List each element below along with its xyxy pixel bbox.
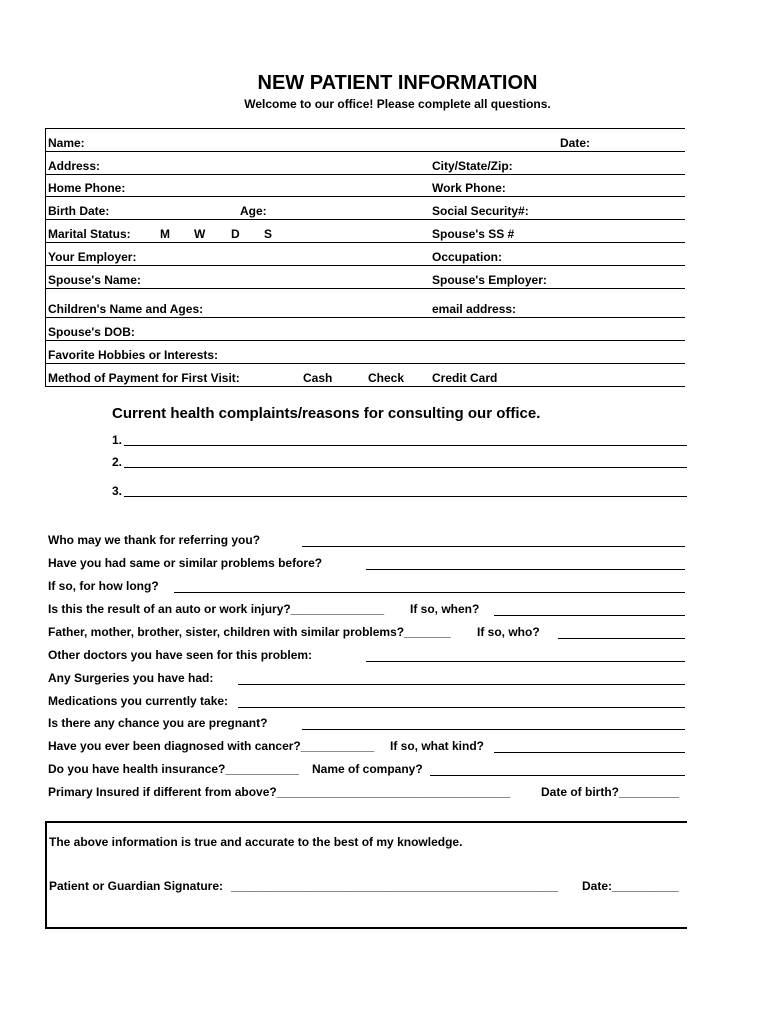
hobbies-label: Favorite Hobbies or Interests: <box>48 348 219 362</box>
if-so-when-answer-line[interactable] <box>494 615 685 616</box>
how-long-answer-line[interactable] <box>174 592 685 593</box>
similar-problems-answer-line[interactable] <box>366 569 685 570</box>
email-label: email address: <box>432 302 517 316</box>
signature-label: Patient or Guardian Signature: <box>49 879 224 893</box>
surgeries-answer-line[interactable] <box>238 684 685 685</box>
marital-option-m[interactable]: M <box>160 227 170 241</box>
date-label: Date: <box>560 136 591 150</box>
if-so-who-answer-line[interactable] <box>558 638 685 639</box>
accuracy-statement: The above information is true and accurate to the best of my knowledge. <box>49 835 463 849</box>
table-top-border <box>45 128 685 129</box>
payment-option-cash[interactable]: Cash <box>303 371 333 385</box>
spouse-dob-field-line[interactable] <box>45 340 685 341</box>
page-title: NEW PATIENT INFORMATION <box>257 72 538 94</box>
if-so-when-question: If so, when? <box>410 602 480 616</box>
marital-option-d[interactable]: D <box>231 227 240 241</box>
date-of-birth-question: Date of birth?_________ <box>541 785 680 799</box>
spouse-ss-label: Spouse's SS # <box>432 227 515 241</box>
signature-field[interactable]: _________________________________________________ <box>231 879 559 893</box>
birth-field-line[interactable] <box>45 219 685 220</box>
city-state-zip-label: City/State/Zip: <box>432 159 513 173</box>
complaint-number-1: 1. <box>112 433 123 447</box>
children-field-line[interactable] <box>45 317 685 318</box>
employer-field-line[interactable] <box>45 265 685 266</box>
complaint-line-2[interactable] <box>124 467 687 468</box>
hobbies-field-line[interactable] <box>45 363 685 364</box>
family-similar-question: Father, mother, brother, sister, children with similar problems?_______ <box>48 625 451 639</box>
company-question: Name of company? <box>312 762 423 776</box>
auto-injury-question: Is this the result of an auto or work injury?______________ <box>48 602 385 616</box>
insurance-question: Do you have health insurance?___________ <box>48 762 299 776</box>
payment-option-check[interactable]: Check <box>368 371 405 385</box>
your-employer-label: Your Employer: <box>48 250 137 264</box>
birth-date-label: Birth Date: <box>48 204 110 218</box>
occupation-label: Occupation: <box>432 250 503 264</box>
table-left-border <box>45 128 46 387</box>
payment-method-label: Method of Payment for First Visit: <box>48 371 240 385</box>
address-label: Address: <box>48 159 101 173</box>
age-label: Age: <box>240 204 267 218</box>
work-phone-label: Work Phone: <box>432 181 506 195</box>
name-label: Name: <box>48 136 85 150</box>
what-kind-question: If so, what kind? <box>390 739 485 753</box>
referral-answer-line[interactable] <box>302 546 685 547</box>
signature-date-field[interactable]: Date:__________ <box>582 879 679 893</box>
primary-insured-question: Primary Insured if different from above?___________________________________ <box>48 785 511 799</box>
social-security-label: Social Security#: <box>432 204 529 218</box>
marital-field-line[interactable] <box>45 242 685 243</box>
what-kind-answer-line[interactable] <box>494 752 685 753</box>
pregnant-question: Is there any chance you are pregnant? <box>48 716 268 730</box>
other-doctors-question: Other doctors you have seen for this problem: <box>48 648 313 662</box>
spouse-employer-label: Spouse's Employer: <box>432 273 547 287</box>
complaint-number-2: 2. <box>112 455 123 469</box>
complaint-number-3: 3. <box>112 484 123 498</box>
name-field-line[interactable] <box>45 151 685 152</box>
referral-question: Who may we thank for referring you? <box>48 533 261 547</box>
spouse-name-field-line[interactable] <box>45 288 685 289</box>
similar-problems-question: Have you had same or similar problems before? <box>48 556 323 570</box>
medications-question: Medications you currently take: <box>48 694 229 708</box>
medications-answer-line[interactable] <box>238 707 685 708</box>
table-bottom-border <box>45 386 685 387</box>
payment-option-credit-card[interactable]: Credit Card <box>432 371 498 385</box>
home-phone-label: Home Phone: <box>48 181 126 195</box>
complaint-line-1[interactable] <box>124 445 687 446</box>
complaint-line-3[interactable] <box>124 496 687 497</box>
if-so-who-question: If so, who? <box>477 625 540 639</box>
cancer-question: Have you ever been diagnosed with cancer?___________ <box>48 739 375 753</box>
page-subtitle: Welcome to our office! Please complete all questions. <box>244 97 551 111</box>
pregnant-answer-line[interactable] <box>302 729 685 730</box>
marital-option-s[interactable]: S <box>264 227 273 241</box>
other-doctors-answer-line[interactable] <box>366 661 685 662</box>
spouse-name-label: Spouse's Name: <box>48 273 141 287</box>
marital-status-label: Marital Status: <box>48 227 131 241</box>
complaints-heading: Current health complaints/reasons for consulting our office. <box>112 405 541 422</box>
address-field-line[interactable] <box>45 174 685 175</box>
company-answer-line[interactable] <box>430 775 685 776</box>
spouse-dob-label: Spouse's DOB: <box>48 325 135 339</box>
phone-field-line[interactable] <box>45 196 685 197</box>
marital-option-w[interactable]: W <box>194 227 206 241</box>
surgeries-question: Any Surgeries you have had: <box>48 671 214 685</box>
children-label: Children's Name and Ages: <box>48 302 204 316</box>
how-long-question: If so, for how long? <box>48 579 159 593</box>
